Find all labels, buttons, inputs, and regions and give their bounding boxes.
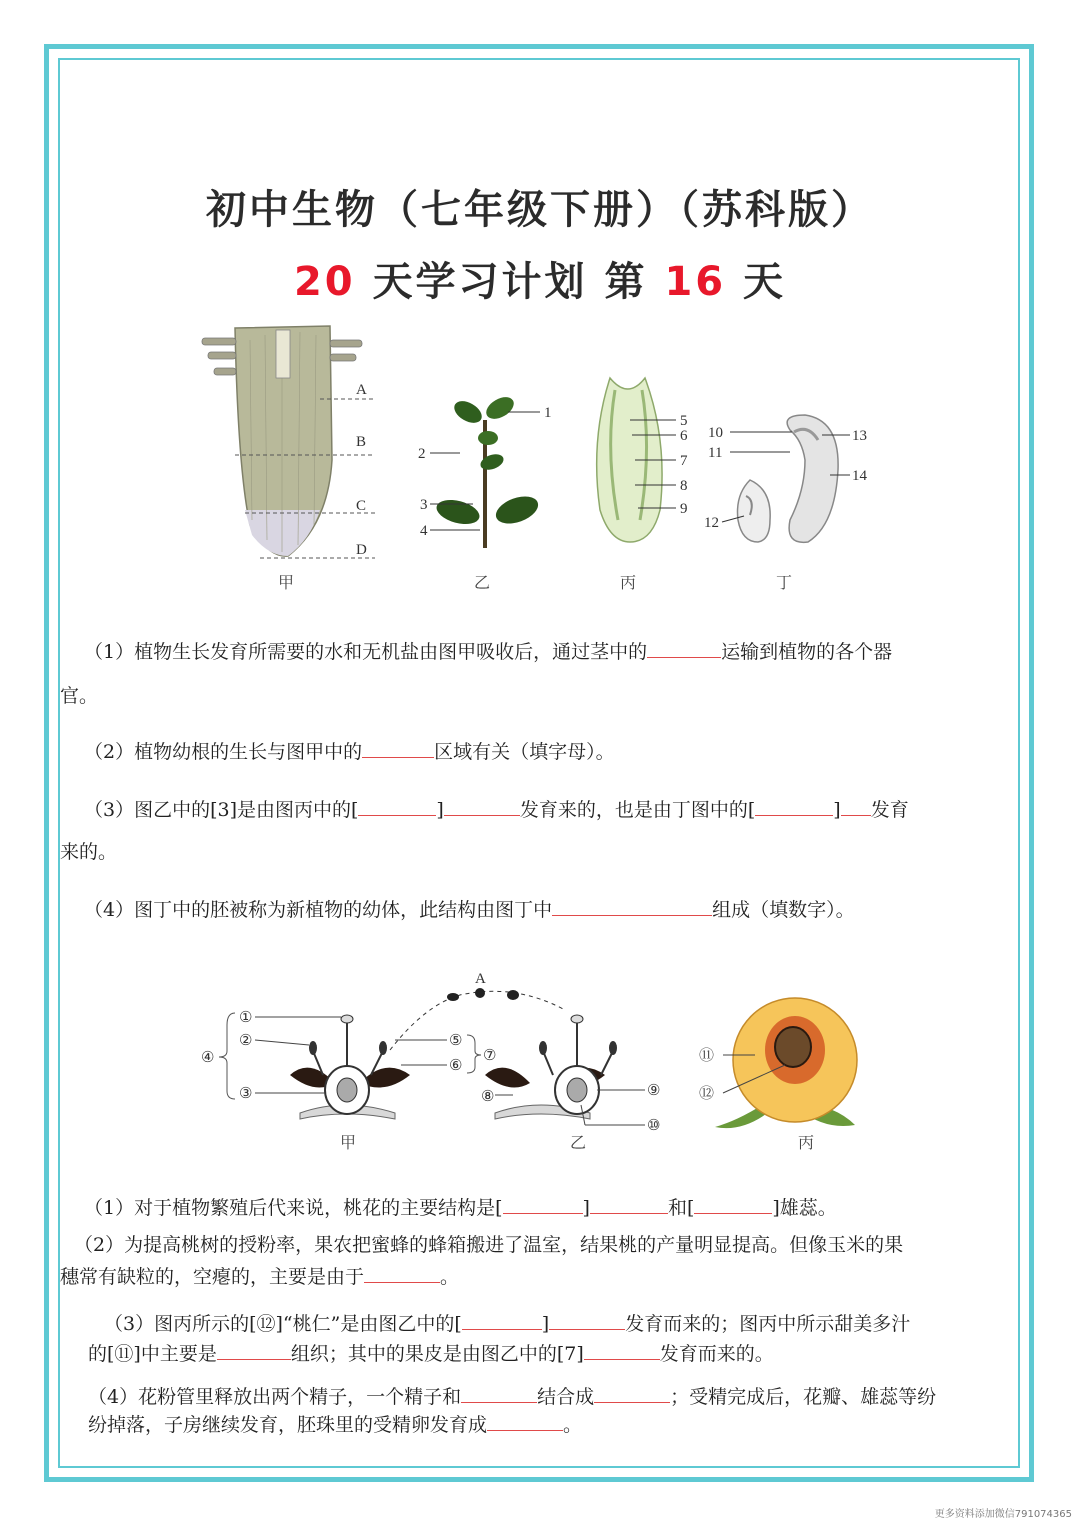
pollination-arc [390, 971, 565, 1050]
answer-blank[interactable] [503, 1193, 583, 1214]
root-label-b: B [356, 434, 367, 450]
answer-blank[interactable] [647, 637, 721, 658]
question-1-3: （3）图乙中的[3]是由图丙中的[ ] 发育来的，也是由丁图中的[ ] 发育 [84, 788, 1024, 832]
figure1-caption-jia: 甲 [278, 573, 295, 592]
question-1-3-cont: 来的。 [60, 841, 118, 863]
bean-num-12: 12 [704, 515, 719, 531]
page-title: 初中生物（七年级下册）（苏科版） [206, 186, 874, 233]
marker-2: ② [239, 1033, 253, 1049]
answer-blank[interactable] [358, 795, 436, 816]
seedling-num-3: 3 [420, 497, 428, 513]
figure-peach-flower [195, 965, 885, 1160]
seedling-diagram [418, 393, 552, 592]
plan-day-number: 16 [664, 259, 727, 305]
peach-fruit [699, 998, 857, 1152]
figure2-caption-yi: 乙 [570, 1133, 587, 1152]
question-2-1: （1）对于植物繁殖后代来说，桃花的主要结构是[ ] 和[ ]雄蕊。 [84, 1186, 1014, 1230]
question-2-4: （4）花粉管里释放出两个精子，一个精子和 结合成 ；受精完成后，花瓣、雄蕊等纷 [88, 1382, 1024, 1412]
figure1-caption-ding: 丁 [776, 573, 793, 592]
seedling-num-4: 4 [420, 523, 428, 539]
question-1-1-cont: 官。 [60, 685, 99, 707]
flower-jia [201, 1010, 410, 1152]
root-label-c: C [356, 498, 367, 514]
answer-blank[interactable] [444, 795, 520, 816]
answer-blank[interactable] [362, 737, 434, 758]
answer-blank[interactable] [590, 1193, 668, 1214]
marker-12: ⑫ [699, 1086, 715, 1102]
marker-5: ⑤ [449, 1033, 463, 1049]
pollen-label-a: A [475, 971, 486, 987]
question-2-3: （3）图丙所示的[⑫]“桃仁”是由图乙中的[ ] 发育而来的；图丙中所示甜美多汁 [104, 1308, 1024, 1340]
footer-note: 更多资料添加微信791074365 [934, 1509, 1072, 1520]
marker-9: ⑨ [647, 1083, 661, 1099]
question-1-2: （2）植物幼根的生长与图甲中的 区域有关（填字母）。 [84, 730, 1014, 774]
answer-blank[interactable] [552, 895, 712, 916]
root-label-d: D [356, 542, 367, 558]
marker-6: ⑥ [449, 1058, 463, 1074]
answer-blank[interactable] [462, 1309, 542, 1330]
root-label-a: A [356, 382, 367, 398]
root-tip-diagram [202, 326, 375, 592]
marker-4: ④ [201, 1050, 215, 1066]
answer-blank[interactable] [487, 1410, 563, 1431]
marker-7: ⑦ [483, 1048, 497, 1064]
answer-blank[interactable] [584, 1339, 660, 1360]
seed-num-9: 9 [680, 501, 688, 517]
answer-blank[interactable] [461, 1382, 537, 1403]
seed-num-8: 8 [680, 478, 688, 494]
answer-blank[interactable] [364, 1262, 440, 1283]
question-2-4-cont: 纷掉落，子房继续发育，胚珠里的受精卵发育成 。 [88, 1410, 1018, 1440]
bean-num-13: 13 [852, 428, 867, 444]
plan-subtitle [0, 250, 1080, 307]
answer-blank[interactable] [755, 795, 833, 816]
question-2-3-cont: 的[⑪]中主要是 组织；其中的果皮是由图乙中的[7] 发育而来的。 [88, 1338, 1018, 1370]
bean-num-10: 10 [708, 425, 723, 441]
seed-num-5: 5 [680, 413, 688, 429]
answer-blank[interactable] [594, 1382, 670, 1403]
bean-num-14: 14 [852, 468, 867, 484]
answer-blank[interactable] [217, 1339, 291, 1360]
answer-blank[interactable] [549, 1309, 625, 1330]
seedling-num-1: 1 [544, 405, 552, 421]
seed-section-diagram [597, 378, 688, 592]
question-1-1: （1）植物生长发育所需要的水和无机盐由图甲吸收后，通过茎中的 运输到植物的各个器 [84, 630, 1014, 674]
seed-num-6: 6 [680, 428, 688, 444]
plan-suffix-text: 天 [743, 258, 787, 305]
plan-days-total: 20 [293, 259, 356, 305]
marker-10: ⑩ [647, 1118, 661, 1134]
bean-seed-diagram [704, 415, 868, 592]
seedling-num-2: 2 [418, 446, 426, 462]
figure1-caption-bing: 丙 [620, 573, 637, 592]
marker-1: ① [239, 1010, 253, 1026]
figure1-caption-yi: 乙 [474, 573, 491, 592]
answer-blank[interactable] [694, 1193, 772, 1214]
figure-plant-structures [190, 320, 910, 605]
question-2-2: （2）为提高桃树的授粉率，果农把蜜蜂的蜂箱搬进了温室，结果桃的产量明显提高。但像玉米的果 [74, 1234, 904, 1256]
seed-num-7: 7 [680, 453, 688, 469]
marker-11: ⑪ [699, 1048, 715, 1064]
bean-num-11: 11 [708, 445, 723, 461]
answer-blank[interactable] [841, 795, 871, 816]
question-1-4: （4）图丁中的胚被称为新植物的幼体，此结构由图丁中 组成（填数字）。 [84, 888, 1014, 932]
plan-mid-text: 天学习计划 第 [372, 258, 648, 305]
figure2-caption-bing: 丙 [798, 1133, 815, 1152]
flower-yi [395, 1015, 660, 1152]
marker-3: ③ [239, 1086, 253, 1102]
figure2-caption-jia: 甲 [340, 1133, 357, 1152]
question-2-2-cont: 穗常有缺粒的，空瘪的，主要是由于 。 [60, 1262, 1000, 1292]
marker-8: ⑧ [481, 1089, 495, 1105]
